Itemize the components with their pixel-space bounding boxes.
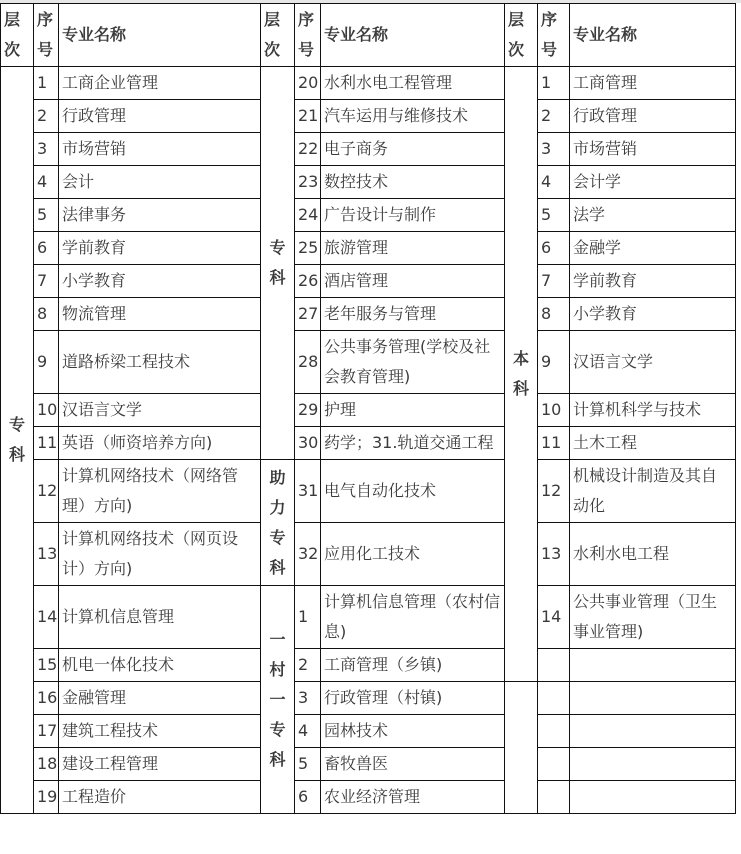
major-name: 计算机信息管理（农村信息) — [321, 586, 505, 649]
seq-number: 26 — [295, 265, 321, 298]
table-row — [1, 523, 736, 586]
level-char: 科 — [269, 557, 286, 577]
table-row — [1, 265, 736, 298]
header-seq: 序 号 — [538, 4, 570, 67]
seq-number: 13 — [34, 523, 59, 586]
header-name: 专业名称 — [59, 4, 261, 67]
level-char: 一 — [269, 629, 286, 649]
major-name: 农业经济管理 — [321, 781, 505, 814]
header-seq: 序 号 — [295, 4, 321, 67]
major-name: 计算机科学与技术 — [570, 394, 736, 427]
seq-number: 3 — [34, 133, 59, 166]
level-cell-middle — [261, 586, 295, 814]
seq-number: 13 — [538, 523, 570, 586]
major-name: 汽车运用与维修技术 — [321, 100, 505, 133]
seq-number: 8 — [34, 298, 59, 331]
major-name: 小学教育 — [570, 298, 736, 331]
seq-number: 3 — [295, 682, 321, 715]
major-name: 工商管理（乡镇) — [321, 649, 505, 682]
seq-number: 28 — [295, 331, 321, 394]
major-name: 汉语言文学 — [59, 394, 261, 427]
major-name: 电子商务 — [321, 133, 505, 166]
major-name: 水利水电工程管理 — [321, 67, 505, 100]
seq-number: 6 — [34, 232, 59, 265]
major-name: 机电一体化技术 — [59, 649, 261, 682]
seq-number: 19 — [34, 781, 59, 814]
header-level: 层 次 — [261, 4, 295, 67]
seq-number: 9 — [538, 331, 570, 394]
seq-number: 1 — [34, 67, 59, 100]
table-row — [1, 460, 736, 523]
seq-number — [538, 682, 570, 715]
level-char: 专 — [269, 238, 286, 257]
level-char: 力 — [269, 497, 286, 517]
level-char: 科 — [269, 268, 286, 287]
major-name: 行政管理 — [570, 100, 736, 133]
header-level: 层 次 — [505, 4, 538, 67]
level-char: 科 — [8, 445, 25, 464]
major-name: 计算机网络技术（网络管理）方向) — [59, 460, 261, 523]
header-row — [1, 4, 736, 67]
major-name: 市场营销 — [59, 133, 261, 166]
major-name: 行政管理（村镇) — [321, 682, 505, 715]
seq-number: 14 — [34, 586, 59, 649]
seq-number: 2 — [295, 649, 321, 682]
seq-number: 14 — [538, 586, 570, 649]
table-row — [1, 232, 736, 265]
seq-number: 4 — [538, 166, 570, 199]
major-name: 会计 — [59, 166, 261, 199]
major-name: 计算机网络技术（网页设计）方向) — [59, 523, 261, 586]
major-name: 工商企业管理 — [59, 67, 261, 100]
seq-number: 29 — [295, 394, 321, 427]
header-name: 专业名称 — [321, 4, 505, 67]
table-row — [1, 298, 736, 331]
level-char: 科 — [512, 379, 529, 398]
header-name: 专业名称 — [570, 4, 736, 67]
major-name — [570, 649, 736, 682]
major-name: 公共事务管理(学校及社会教育管理) — [321, 331, 505, 394]
level-cell-left — [1, 67, 34, 814]
seq-number: 17 — [34, 715, 59, 748]
table-row — [1, 199, 736, 232]
major-name: 法学 — [570, 199, 736, 232]
header-level: 层 次 — [1, 4, 34, 67]
seq-number: 23 — [295, 166, 321, 199]
major-name: 小学教育 — [59, 265, 261, 298]
seq-number: 5 — [295, 748, 321, 781]
seq-number: 25 — [295, 232, 321, 265]
level-char: 村 — [269, 659, 286, 679]
major-name: 汉语言文学 — [570, 331, 736, 394]
level-char: 一 — [269, 689, 286, 709]
major-name: 机械设计制造及其自动化 — [570, 460, 736, 523]
table-row — [1, 394, 736, 427]
seq-number: 27 — [295, 298, 321, 331]
major-name: 畜牧兽医 — [321, 748, 505, 781]
seq-number: 10 — [34, 394, 59, 427]
major-name — [570, 748, 736, 781]
table-row — [1, 133, 736, 166]
major-name: 工程造价 — [59, 781, 261, 814]
seq-number — [538, 781, 570, 814]
major-name: 公共事业管理（卫生事业管理) — [570, 586, 736, 649]
seq-number: 2 — [538, 100, 570, 133]
seq-number: 16 — [34, 682, 59, 715]
level-char: 助 — [269, 467, 286, 487]
level-cell-middle — [261, 67, 295, 460]
seq-number — [538, 649, 570, 682]
level-cell-right — [505, 682, 538, 814]
major-name: 广告设计与制作 — [321, 199, 505, 232]
major-name: 物流管理 — [59, 298, 261, 331]
seq-number: 21 — [295, 100, 321, 133]
major-name: 英语（师资培养方向) — [59, 427, 261, 460]
level-cell-right — [505, 67, 538, 682]
seq-number: 1 — [295, 586, 321, 649]
major-name: 护理 — [321, 394, 505, 427]
level-char: 本 — [512, 349, 529, 368]
major-name: 建筑工程技术 — [59, 715, 261, 748]
seq-number: 2 — [34, 100, 59, 133]
major-name — [570, 715, 736, 748]
table-row — [1, 781, 736, 814]
major-name: 金融管理 — [59, 682, 261, 715]
seq-number: 9 — [34, 331, 59, 394]
table-row — [1, 682, 736, 715]
major-name: 法律事务 — [59, 199, 261, 232]
majors-table — [0, 3, 736, 814]
seq-number: 4 — [295, 715, 321, 748]
seq-number: 7 — [538, 265, 570, 298]
major-name: 学前教育 — [570, 265, 736, 298]
level-char: 专 — [8, 415, 25, 434]
seq-number: 1 — [538, 67, 570, 100]
major-name: 药学；31.轨道交通工程 — [321, 427, 505, 460]
table-row — [1, 166, 736, 199]
major-name: 道路桥梁工程技术 — [59, 331, 261, 394]
seq-number: 7 — [34, 265, 59, 298]
seq-number: 4 — [34, 166, 59, 199]
major-name: 建设工程管理 — [59, 748, 261, 781]
level-cell-middle — [261, 460, 295, 586]
seq-number — [538, 748, 570, 781]
table-row — [1, 748, 736, 781]
seq-number: 12 — [538, 460, 570, 523]
seq-number: 32 — [295, 523, 321, 586]
major-name: 电气自动化技术 — [321, 460, 505, 523]
table-row — [1, 331, 736, 394]
seq-number — [538, 715, 570, 748]
table-row — [1, 427, 736, 460]
seq-number: 6 — [538, 232, 570, 265]
seq-number: 18 — [34, 748, 59, 781]
major-name: 计算机信息管理 — [59, 586, 261, 649]
seq-number: 12 — [34, 460, 59, 523]
major-name: 工商管理 — [570, 67, 736, 100]
major-name: 水利水电工程 — [570, 523, 736, 586]
table-row — [1, 100, 736, 133]
major-name: 数控技术 — [321, 166, 505, 199]
seq-number: 24 — [295, 199, 321, 232]
table-row — [1, 649, 736, 682]
table-row — [1, 715, 736, 748]
level-char: 专 — [269, 527, 286, 547]
seq-number: 5 — [34, 199, 59, 232]
major-name: 土木工程 — [570, 427, 736, 460]
seq-number: 3 — [538, 133, 570, 166]
major-name: 园林技术 — [321, 715, 505, 748]
seq-number: 31 — [295, 460, 321, 523]
seq-number: 11 — [34, 427, 59, 460]
major-name: 应用化工技术 — [321, 523, 505, 586]
seq-number: 6 — [295, 781, 321, 814]
major-name: 学前教育 — [59, 232, 261, 265]
level-char: 专 — [269, 719, 286, 739]
seq-number: 5 — [538, 199, 570, 232]
major-name: 行政管理 — [59, 100, 261, 133]
major-name: 会计学 — [570, 166, 736, 199]
major-name: 市场营销 — [570, 133, 736, 166]
major-name: 老年服务与管理 — [321, 298, 505, 331]
major-name: 酒店管理 — [321, 265, 505, 298]
level-char: 科 — [269, 749, 286, 769]
header-seq: 序 号 — [34, 4, 59, 67]
table-row — [1, 67, 736, 100]
seq-number: 11 — [538, 427, 570, 460]
major-name: 金融学 — [570, 232, 736, 265]
table-row — [1, 586, 736, 649]
seq-number: 20 — [295, 67, 321, 100]
major-name: 旅游管理 — [321, 232, 505, 265]
seq-number: 15 — [34, 649, 59, 682]
seq-number: 10 — [538, 394, 570, 427]
seq-number: 22 — [295, 133, 321, 166]
major-name — [570, 682, 736, 715]
seq-number: 30 — [295, 427, 321, 460]
major-name — [570, 781, 736, 814]
seq-number: 8 — [538, 298, 570, 331]
